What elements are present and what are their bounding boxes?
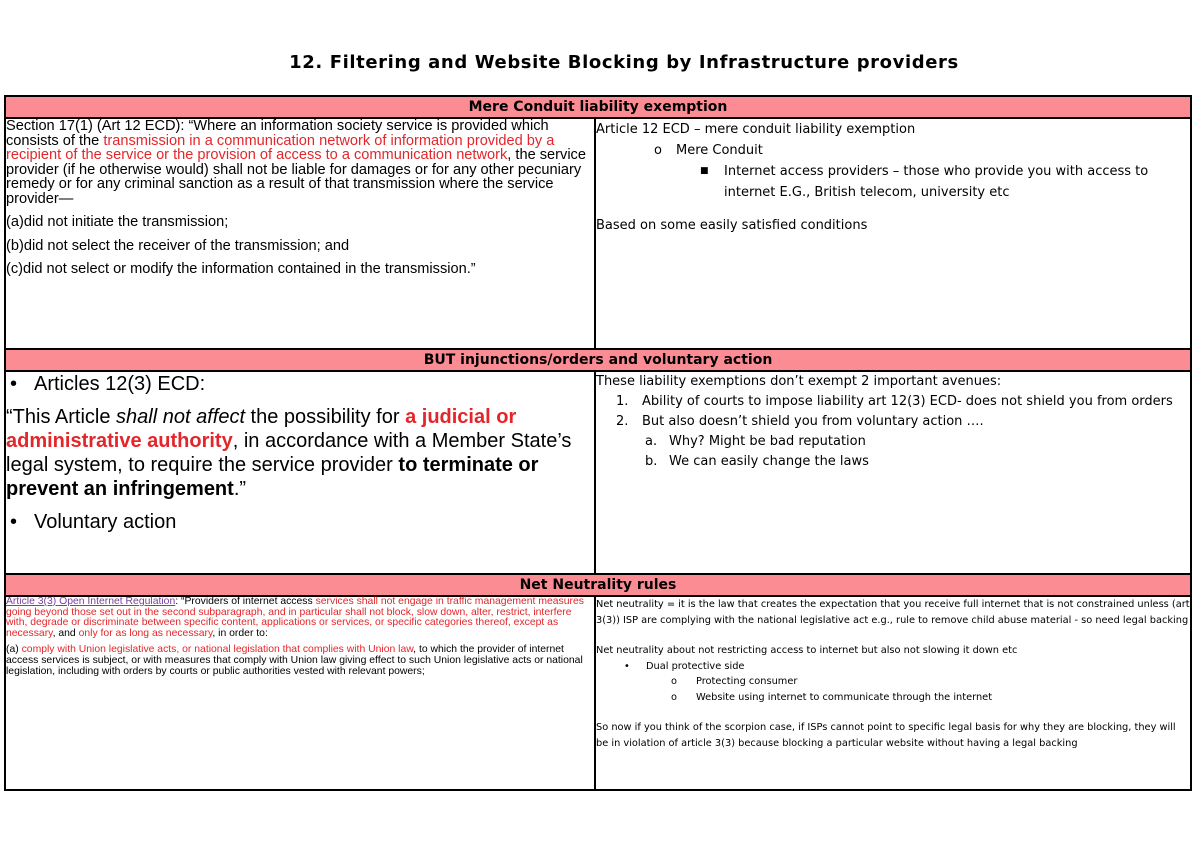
section-header-row bbox=[5, 96, 1191, 118]
list-item bbox=[596, 140, 1190, 161]
circle-bullet-icon: o bbox=[671, 676, 677, 687]
mere-conduit-notes-cell bbox=[595, 118, 1191, 349]
bullet-icon: • bbox=[624, 660, 630, 672]
injunctions-notes-cell bbox=[595, 371, 1191, 574]
article-3-3-point-a bbox=[6, 645, 594, 677]
list-item bbox=[10, 372, 594, 396]
list-letter: a. bbox=[645, 434, 658, 449]
notes-line: These liability exemptions don’t exempt 2 important avenues: bbox=[596, 374, 1002, 389]
notes-paragraph: Net neutrality about not restricting access to internet but also not slowing it down etc bbox=[596, 645, 1018, 656]
quote-text: “This Article bbox=[6, 406, 117, 428]
section-17-rest: , the service provider (if he otherwise would) shall not be liable for damages or for any other pecuniary remedy or for any criminal sanction as a result of that transmission where the service provider— bbox=[6, 147, 586, 207]
list-number: 1. bbox=[616, 394, 629, 409]
article-text: , in order to: bbox=[212, 627, 268, 639]
notes-table bbox=[4, 95, 1192, 791]
article-12-3-cell bbox=[5, 371, 595, 574]
notes-line: Article 12 ECD – mere conduit liability exemption bbox=[596, 122, 916, 137]
quote-text: , in accordance with a Member State’s legal system, to require the service provider bbox=[6, 430, 572, 476]
section-17-quote-cell bbox=[5, 118, 595, 349]
article-3-3-text bbox=[6, 597, 594, 639]
net-neutrality-row bbox=[5, 596, 1191, 790]
list-item-text: But also doesn’t shield you from voluntary action …. bbox=[642, 414, 984, 429]
list-item-text: Internet access providers – those who provide you with access to internet E.G., British telecom, university etc bbox=[724, 164, 1149, 200]
list-item-text: Why? Might be bad reputation bbox=[669, 434, 866, 449]
notes-paragraph: Net neutrality = it is the law that creates the expectation that you receive full internet that is not constrained unless (art 3(3)) ISP are complying with the national legislative act e.g., rule to remove child abuse material - so need legal backing bbox=[596, 599, 1190, 626]
article-text: (a) bbox=[6, 644, 22, 656]
section-17-highlight: transmission in a communication network of information provided by a recipient of the service or the provision of access to a communication network bbox=[6, 132, 555, 163]
article-text: , to which the provider of internet access services is subject, or with measures that comply with Union law giving effect to such Union legislative acts or national legislation, including with orders by courts or public authorities vested with relevant powers; bbox=[6, 644, 583, 677]
list-item-text: Articles 12(3) ECD: bbox=[34, 373, 206, 395]
list-item bbox=[596, 392, 1190, 412]
quote-italic: shall not affect bbox=[116, 406, 245, 428]
quote-text: the possibility for bbox=[245, 406, 406, 428]
mere-conduit-header: Mere Conduit liability exemption bbox=[5, 96, 1191, 118]
article-3-3-cell bbox=[5, 596, 595, 790]
list-item-text: Ability of courts to impose liability art 12(3) ECD- does not shield you from orders bbox=[642, 394, 1173, 409]
quote-highlight: a judicial or administrative authority bbox=[6, 406, 517, 452]
notes-paragraph: So now if you think of the scorpion case, if ISPs cannot point to specific legal basis for why they are blocking, they will be in violation of article 3(3) because blocking a particular website without having a legal backing bbox=[596, 722, 1176, 749]
condition-b: (b)did not select the receiver of the transmission; and bbox=[6, 237, 350, 254]
section-17-text bbox=[6, 119, 594, 206]
condition-a: (a)did not initiate the transmission; bbox=[6, 214, 229, 230]
section-header-row bbox=[5, 349, 1191, 371]
list-item bbox=[10, 510, 594, 534]
article-3-3-link[interactable]: Article 3(3) Open Internet Regulation bbox=[6, 596, 176, 607]
article-text: , and bbox=[52, 627, 79, 639]
article-highlight: only for as long as necessary bbox=[78, 627, 213, 639]
bullet-icon: • bbox=[10, 373, 18, 395]
list-letter: b. bbox=[645, 454, 658, 469]
list-item bbox=[596, 412, 1190, 432]
list-item-text: Dual protective side bbox=[646, 660, 745, 672]
circle-bullet-icon: o bbox=[671, 691, 677, 703]
quote-bold: to terminate or prevent an infringement bbox=[6, 454, 539, 500]
notes-line: Based on some easily satisfied conditions bbox=[596, 218, 868, 233]
bullet-icon: • bbox=[10, 511, 18, 533]
article-highlight: services shall not engage in traffic management measures going beyond those set out in the second subparagraph, and in particular shall not block, slow down, alter, restrict, interfere with, degrade or discriminate between specific content, applications or services, or specific categories thereof, except as necessary bbox=[6, 596, 584, 639]
injunctions-header: BUT injunctions/orders and voluntary action bbox=[5, 349, 1191, 371]
list-item-text: Mere Conduit bbox=[676, 143, 763, 158]
condition-c: (c)did not select or modify the information contained in the transmission.” bbox=[6, 261, 476, 277]
list-item bbox=[596, 690, 1190, 706]
circle-bullet-icon: o bbox=[654, 143, 662, 158]
list-item bbox=[596, 452, 1190, 472]
list-number: 2. bbox=[616, 414, 629, 429]
square-bullet-icon: ■ bbox=[700, 166, 709, 176]
list-item bbox=[596, 432, 1190, 452]
list-item-text: Protecting consumer bbox=[696, 676, 798, 687]
list-item bbox=[596, 659, 1190, 675]
list-item-text: Voluntary action bbox=[34, 511, 177, 533]
net-neutrality-header: Net Neutrality rules bbox=[5, 574, 1191, 596]
injunctions-row bbox=[5, 371, 1191, 574]
page-title: 12. Filtering and Website Blocking by Infrastructure providers bbox=[289, 52, 959, 73]
list-item bbox=[596, 161, 1190, 203]
article-highlight: comply with Union legislative acts, or national legislation that complies with Union law bbox=[21, 644, 414, 656]
list-item-text: We can easily change the laws bbox=[669, 454, 869, 469]
article-quote bbox=[6, 405, 594, 501]
section-17-intro: Section 17(1) (Art 12 ECD): “Where an information society service is provided which consists of the bbox=[6, 118, 549, 149]
net-neutrality-notes-cell bbox=[595, 596, 1191, 790]
list-item-text: Website using internet to communicate through the internet bbox=[696, 691, 993, 703]
mere-conduit-row bbox=[5, 118, 1191, 349]
list-item bbox=[596, 674, 1190, 690]
quote-text: .” bbox=[233, 478, 247, 500]
article-text: : “Providers of internet access bbox=[175, 596, 316, 607]
section-header-row bbox=[5, 574, 1191, 596]
